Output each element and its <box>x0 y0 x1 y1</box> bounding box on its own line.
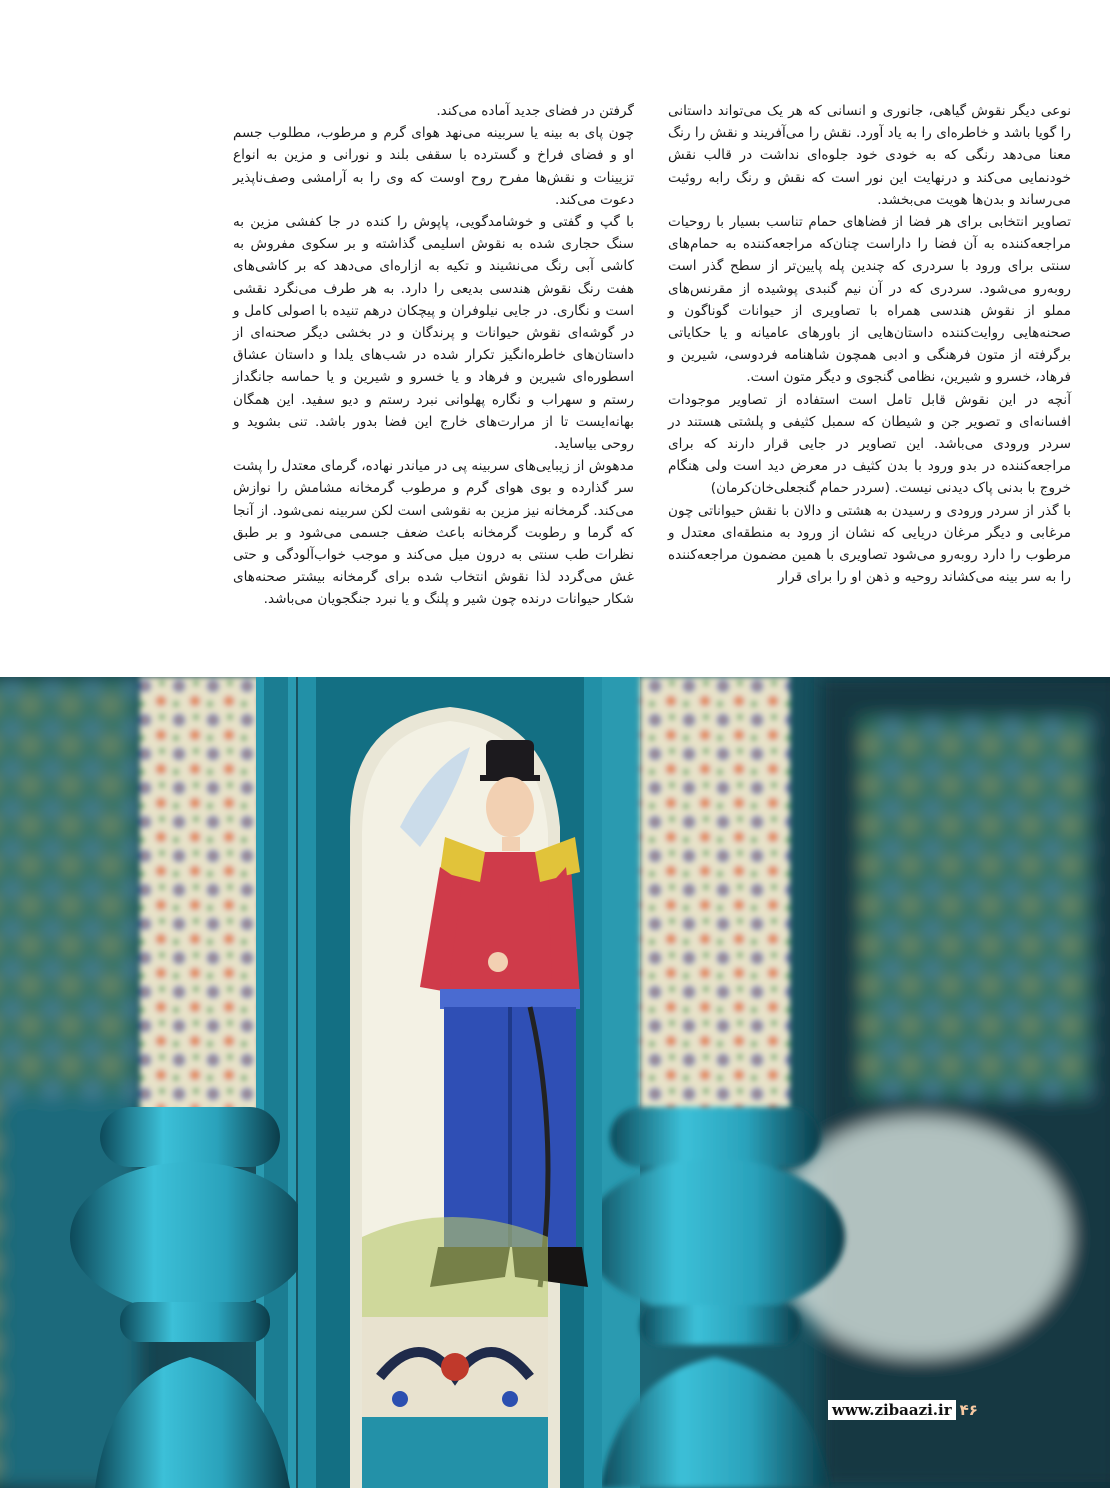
paragraph: چون پای به بینه یا سربینه می‌نهد هوای گرم و مرطوب، مطلوب جسم او و فضای فراخ و گسترده با سقفی بلند و نورانی و مزین به انواع تزیینات و نقش‌ها مفرح روح اوست که وی را به آرامشی وصف‌ناپذیر دعوت می‌کند. <box>233 125 634 208</box>
paragraph: آنچه در این نقوش قابل تامل است استفاده از تصاویر موجودات افسانه‌ای و تصویر جن و شیطان که سمبل کثیفی و پلشتی هستند در سردر ورودی می‌باشد. این تصاویر در جایی قرار دارند که برای مراجعه‌کننده در بدو ورود با بدن کثیف در معرض دید است ولی هنگام خروج با بدنی پاک دیدنی نیست. (سردر حمام گنجعلی‌خان‌کرمان) <box>668 391 1071 497</box>
paragraph: با گذر از سردر ورودی و رسیدن به هشتی و دالان با نقش حیواناتی چون مرغابی و دیگر مرغان دریایی که نشان از ورود به منطقه‌ای معتدل و مرطوب را دارد روبه‌رو می‌شود تصاویری با همین مضمون مراجعه‌کننده را به سر بینه می‌کشاند روحیه و ذهن او را برای قرار <box>668 502 1071 586</box>
paragraph: مدهوش از زیبایی‌های سربینه پی در میاندر نهاده، گرمای معتدل را پشت سر گذارده و بوی هوای گرم و مرطوب گرمخانه مشامش را نوازش می‌کند. گرمخانه نیز مزین به نقوشی است لکن سربینه نمی‌شود. از آنجا که گرما و رطوبت گرمخانه باعث ضعف جسمی می‌شود و بر طبق نظرات طب سنتی به درون میل می‌کند و موجب خواب‌آلودگی و حتی غش می‌گردد لذا نقوش انتخاب شده برای گرمخانه بیشتر صحنه‌های شکار حیوانات درنده چون شیر و پلنگ و یا نبرد جنگجویان می‌باشد. <box>233 458 634 608</box>
bottom-ornament-tile <box>362 1317 548 1488</box>
blurred-tile-left <box>0 677 140 1488</box>
blurred-tile-right <box>770 677 1110 1488</box>
paragraph: تصاویر انتخابی برای هر فضا از فضاهای حمام تناسب بسیار با روحیات مراجعه‌کننده به آن فضا را داراست چنان‌که مراجعه‌کننده به حمام‌های سنتی برای ورود با سردری که چندین پله پایین‌تر از سطح گذر است روبه‌رو می‌شود. سردری که در آن نیم گنبدی پوشیده از مقرنس‌های مملو از نقوش هندسی همراه با تصاویری از حیوانات گوناگون و صحنه‌هایی روایت‌کننده داستان‌هایی از باورهای عامیانه و یا حکایاتی برگرفته از متون فرهنگی و ادبی همچون شاهنامه فردوسی، شیرین و فرهاد، خسرو و شیرین، نظامی گنجوی و دیگر متون است. <box>668 214 1071 386</box>
page-footer <box>828 1400 1028 1420</box>
paragraph: با گپ و گفتی و خوشامدگویی، پاپوش را کنده در جا کفشی مزین به سنگ حجاری شده به نقوش اسلیمی گذاشته و بر سکوی مفروش به کاشی آبی رنگ می‌نشیند و تکیه به ازاره‌ای می‌دهد که بر کاشی‌های هفت رنگ نقوش هندسی بدیعی را دارد. به هر طرف می‌نگرد نقشی است و نگاری. در جایی نیلوفران و پیچکان درهم تنیده با اصولی کامل و در گوشه‌ای نقوش حیوانات و پرندگان و در بخشی دیگر صحنه‌ای از داستان‌های خاطره‌انگیز تکرار شده در شب‌های یلدا و داستان عشاق اسطوره‌ای شیرین و فرهاد و یا خسرو و شیرین و یا حماسه جانگداز رستم و سهراب و نگاره پهلوانی نبرد رستم و دیو سفید. این همگان بهانه‌ایست تا از مرارت‌های خارج این فضا بدور باشد. تنی بشوید و روحی بیاساید. <box>233 214 634 453</box>
website-url[interactable]: www.zibaazi.ir <box>828 1400 956 1420</box>
article-column-left <box>233 100 634 611</box>
qajar-tile-soldier-photo <box>0 677 1110 1488</box>
article-column-right <box>668 100 1071 588</box>
paragraph: نوعی دیگر نقوش گیاهی، جانوری و انسانی که هر یک می‌تواند داستانی را گویا باشد و خاطره‌ای را به یاد آورد. نقش را می‌آفریند و نقش را رنگ معنا می‌دهد رنگی که به خودی خود جلوه‌ای نداشت در قالب نقش خودنمایی می‌کند و درنهایت این نور است که نقش و رنگ رابه روئیت می‌رساند و بدن‌ها هویت می‌بخشد. <box>668 103 1071 208</box>
page-number: ۴۶ <box>959 1401 978 1419</box>
paragraph: گرفتن در فضای جدید آماده می‌کند. <box>436 103 634 119</box>
